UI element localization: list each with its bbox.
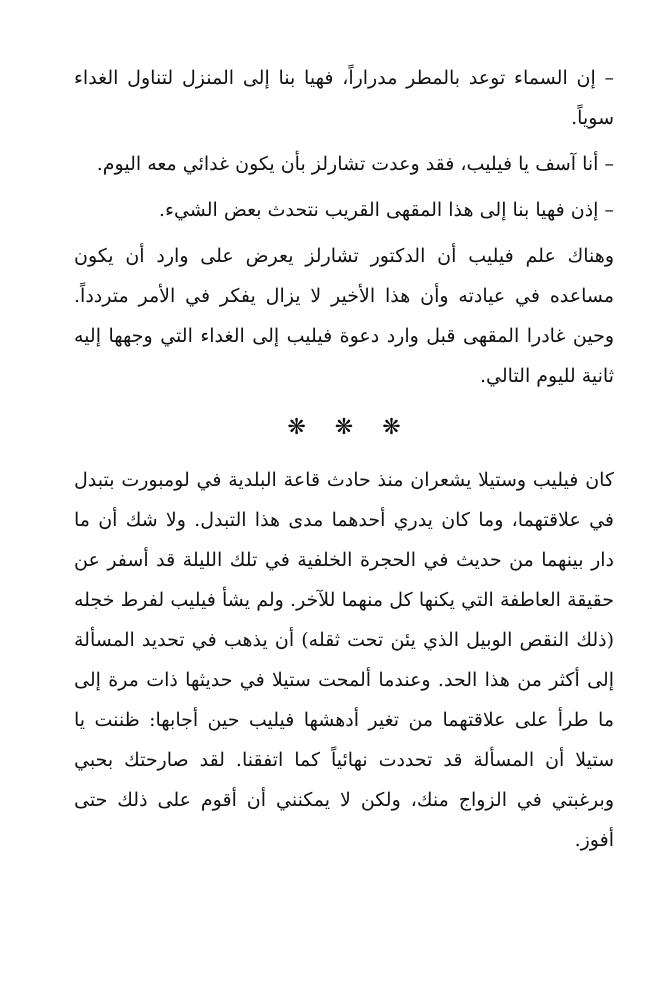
dialog-paragraph: – إن السماء توعد بالمطر مدراراً، فهيا بنا إلى المنزل لتناول الغداء سوياً.: [74, 67, 614, 129]
section-separator-icon: ❋ ❋ ❋: [287, 415, 401, 440]
narrative-paragraph: كان فيليب وستيلا يشعران منذ حادث قاعة البلدية في لومبورت بتبدل في علاقتهما، وما كان يدري أحدهما مدى هذا التبدل. ولا شك أن ما دار بينهما من حديث في الحجرة الخلفية في تلك الليلة قد أسفر عن حقيقة العاطفة التي يكنها كل منهما للآخر. ولم يشأ فيليب لفرط خجله (ذلك النقص الوبيل الذي يئن تحت ثقله) أن يذهب في تحديد المسألة إلى أكثر من هذا الحد. وعندما ألمحت ستيلا في حديثها ذات مرة إلى ما طرأ على علاقتهما من تغير أدهشها فيليب حين أجابها: ظننت يا ستيلا أن المسألة قد تحددت نهائياً كما اتفقنا. لقد صارحتك بحبي وبرغبتي في الزواج منك، ولكن لا يمكنني أن أقوم على ذلك حتى أفوز.: [74, 469, 614, 851]
narrative-paragraph: وهناك علم فيليب أن الدكتور تشارلز يعرض على وارد أن يكون مساعده في عيادته وأن هذا الأخير لا يزال يفكر في الأمر متردداً. وحين غادرا المقهى قبل وارد دعوة فيليب إلى الغداء التي وجهها إليه ثانية لليوم التالي.: [74, 245, 614, 387]
dialog-paragraph: – أنا آسف يا فيليب، فقد وعدت تشارلز بأن يكون غدائي معه اليوم.: [96, 153, 614, 175]
dialog-paragraph: – إذن فهيا بنا إلى هذا المقهى القريب نتحدث بعض الشيء.: [158, 199, 614, 221]
book-page: [74, 58, 614, 864]
